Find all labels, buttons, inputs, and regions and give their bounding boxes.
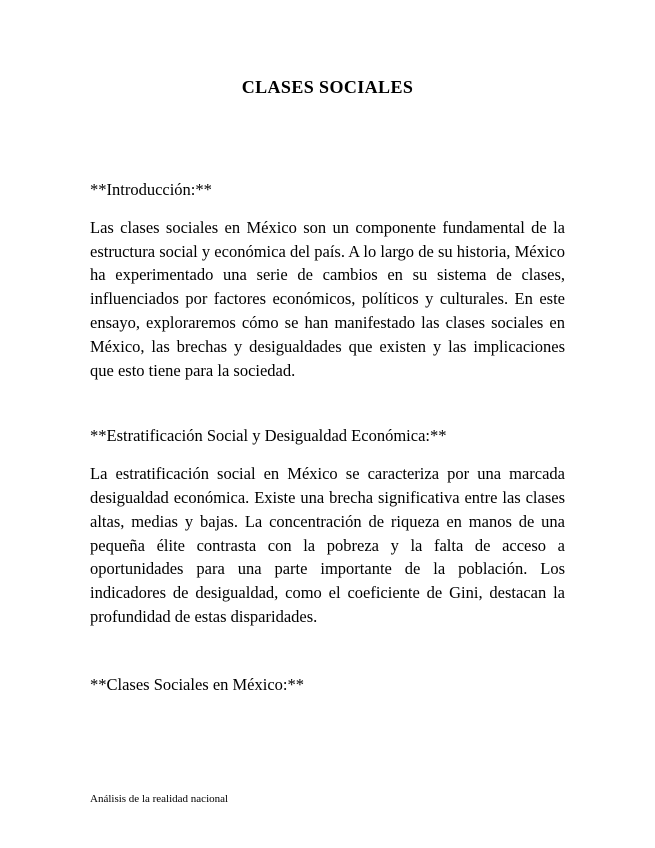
section-heading: **Clases Sociales en México:** <box>90 674 305 694</box>
section-clases-sociales <box>90 673 565 697</box>
section-paragraph: La estratificación social en México se caracteriza por una marcada desigualdad económica. Existe una brecha significativa entre las clases altas, medias y bajas. La concentración de riqueza en manos de una pequeña élite contrasta con la pobreza y la falta de acceso a oportunidades para una parte importante de la población. Los indicadores de desigualdad, como el coeficiente de Gini, destacan la profundidad de estas disparidades. <box>90 464 565 626</box>
section-estratificacion <box>90 424 565 628</box>
document-body <box>0 178 655 697</box>
section-heading: **Introducción:** <box>90 180 212 199</box>
page-footer-text: Análisis de la realidad nacional <box>90 793 229 805</box>
section-heading: **Estratificación Social y Desigualdad Económica:** <box>90 426 447 446</box>
section-paragraph: Las clases sociales en México son un componente fundamental de la estructura social y económica del país. A lo largo de su historia, México ha experimentado una serie de cambios en su sistema de clases, influenciados por factores económicos, políticos y culturales. En este ensayo, exploraremos cómo se han manifestado las clases sociales en México, las brechas y desigualdades que existen y las implicaciones que esto tiene para la sociedad. <box>90 217 565 380</box>
document-title: CLASES SOCIALES <box>241 77 414 97</box>
section-introduccion <box>90 178 565 382</box>
